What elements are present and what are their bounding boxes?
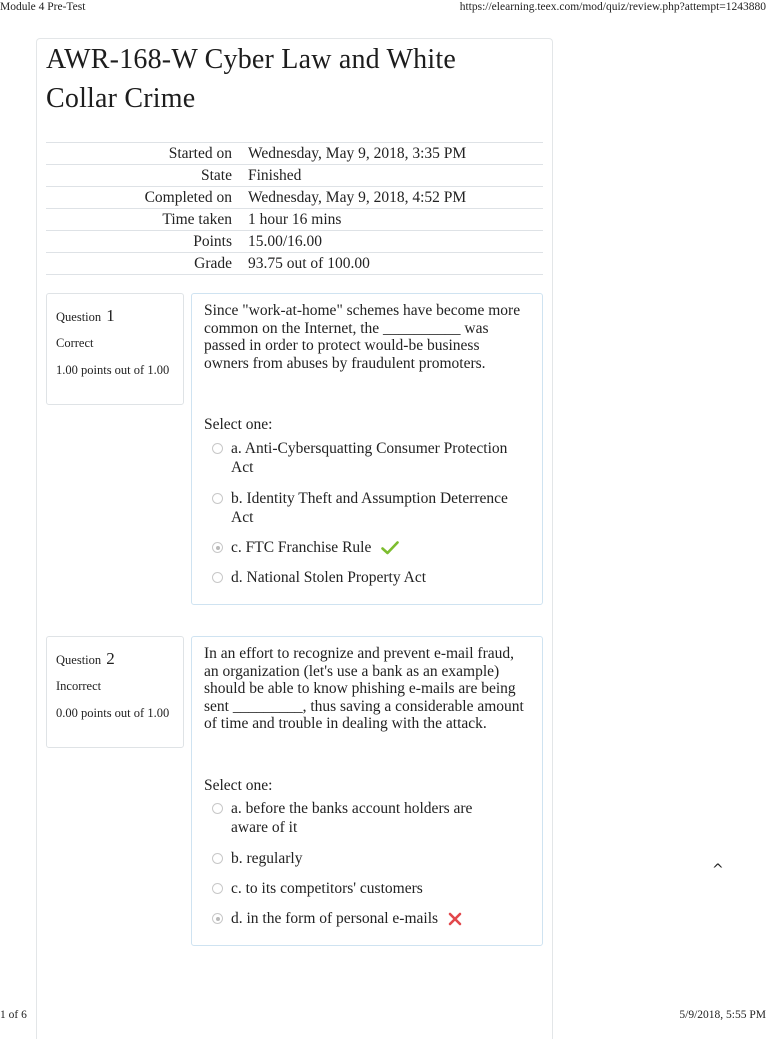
question-grade: 1.00 points out of 1.00 (56, 363, 170, 377)
answer-label-wrap (231, 538, 511, 557)
question-state: Incorrect (56, 679, 102, 693)
summary-label: Points (193, 232, 232, 250)
answer-label: a. before the banks account holders are aware of it (231, 800, 473, 836)
question-2-content (191, 636, 543, 946)
question-1-content (191, 293, 543, 605)
answer-label: c. to its competitors' customers (231, 880, 423, 897)
summary-value: Finished (248, 166, 302, 184)
summary-value: 1 hour 16 mins (248, 210, 342, 228)
page-counter: 1 of 6 (0, 1009, 27, 1021)
course-title: AWR-168-W Cyber Law and White Collar Crime (46, 44, 456, 114)
summary-row (46, 143, 543, 165)
question-number-value: 2 (106, 649, 115, 668)
answer-label-wrap (231, 909, 511, 928)
radio-button-selected[interactable] (212, 542, 223, 553)
attempt-summary-table (46, 142, 543, 275)
summary-value: Wednesday, May 9, 2018, 3:35 PM (248, 144, 467, 162)
question-text: In an effort to recognize and prevent e-mail fraud, an organization (let's use a bank as an example) should be able to know phishing e-mails are being sent _________, thus saving a considerable amount of time and trouble in dealing with the attack. (204, 645, 524, 732)
question-number (56, 306, 115, 326)
print-timestamp: 5/9/2018, 5:55 PM (679, 1009, 766, 1021)
page-url: https://elearning.teex.com/mod/quiz/review.php?attempt=1243880 (459, 1, 766, 13)
answer-label: d. in the form of personal e-mails (231, 910, 439, 927)
summary-row (46, 187, 543, 209)
question-1-info (46, 293, 184, 405)
question-label: Question (56, 653, 102, 667)
summary-row (46, 209, 543, 231)
question-number-value: 1 (106, 306, 115, 325)
summary-row (46, 231, 543, 253)
print-footer (0, 1004, 768, 1024)
answer-label: b. Identity Theft and Assumption Deterrence Act (231, 490, 508, 526)
summary-label: Completed on (144, 188, 232, 206)
check-icon (381, 541, 399, 555)
summary-label: Grade (194, 254, 232, 272)
question-state: Correct (56, 336, 94, 350)
question-label: Question (56, 310, 102, 324)
radio-button[interactable] (212, 443, 223, 454)
summary-value: 15.00/16.00 (248, 232, 323, 250)
question-grade: 0.00 points out of 1.00 (56, 706, 170, 720)
question-text: Since "work-at-home" schemes have become more common on the Internet, the __________ was passed in order to protect would-be business owners from abuses by fraudulent promoters. (204, 302, 521, 372)
select-one-prompt: Select one: (204, 416, 273, 433)
radio-button[interactable] (212, 853, 223, 864)
summary-row (46, 165, 543, 187)
answer-label: b. regularly (231, 850, 303, 867)
summary-label: State (201, 166, 232, 184)
answer-label: d. National Stolen Property Act (231, 569, 427, 586)
select-one-prompt: Select one: (204, 777, 273, 794)
answer-label: c. FTC Franchise Rule (231, 539, 372, 556)
summary-label: Started on (168, 144, 232, 162)
radio-button[interactable] (212, 572, 223, 583)
question-number (56, 649, 115, 669)
summary-value: Wednesday, May 9, 2018, 4:52 PM (248, 188, 467, 206)
scroll-to-top-icon[interactable]: ^ (712, 862, 724, 878)
summary-label: Time taken (162, 210, 232, 228)
cross-icon (448, 912, 462, 926)
radio-button[interactable] (212, 493, 223, 504)
document-title: Module 4 Pre-Test (0, 1, 86, 13)
summary-value: 93.75 out of 100.00 (248, 254, 370, 272)
summary-row (46, 253, 543, 275)
question-2-info (46, 636, 184, 748)
radio-button-selected[interactable] (212, 913, 223, 924)
answer-label: a. Anti-Cybersquatting Consumer Protection Act (231, 440, 508, 476)
print-header (0, 0, 768, 18)
radio-button[interactable] (212, 803, 223, 814)
radio-button[interactable] (212, 883, 223, 894)
